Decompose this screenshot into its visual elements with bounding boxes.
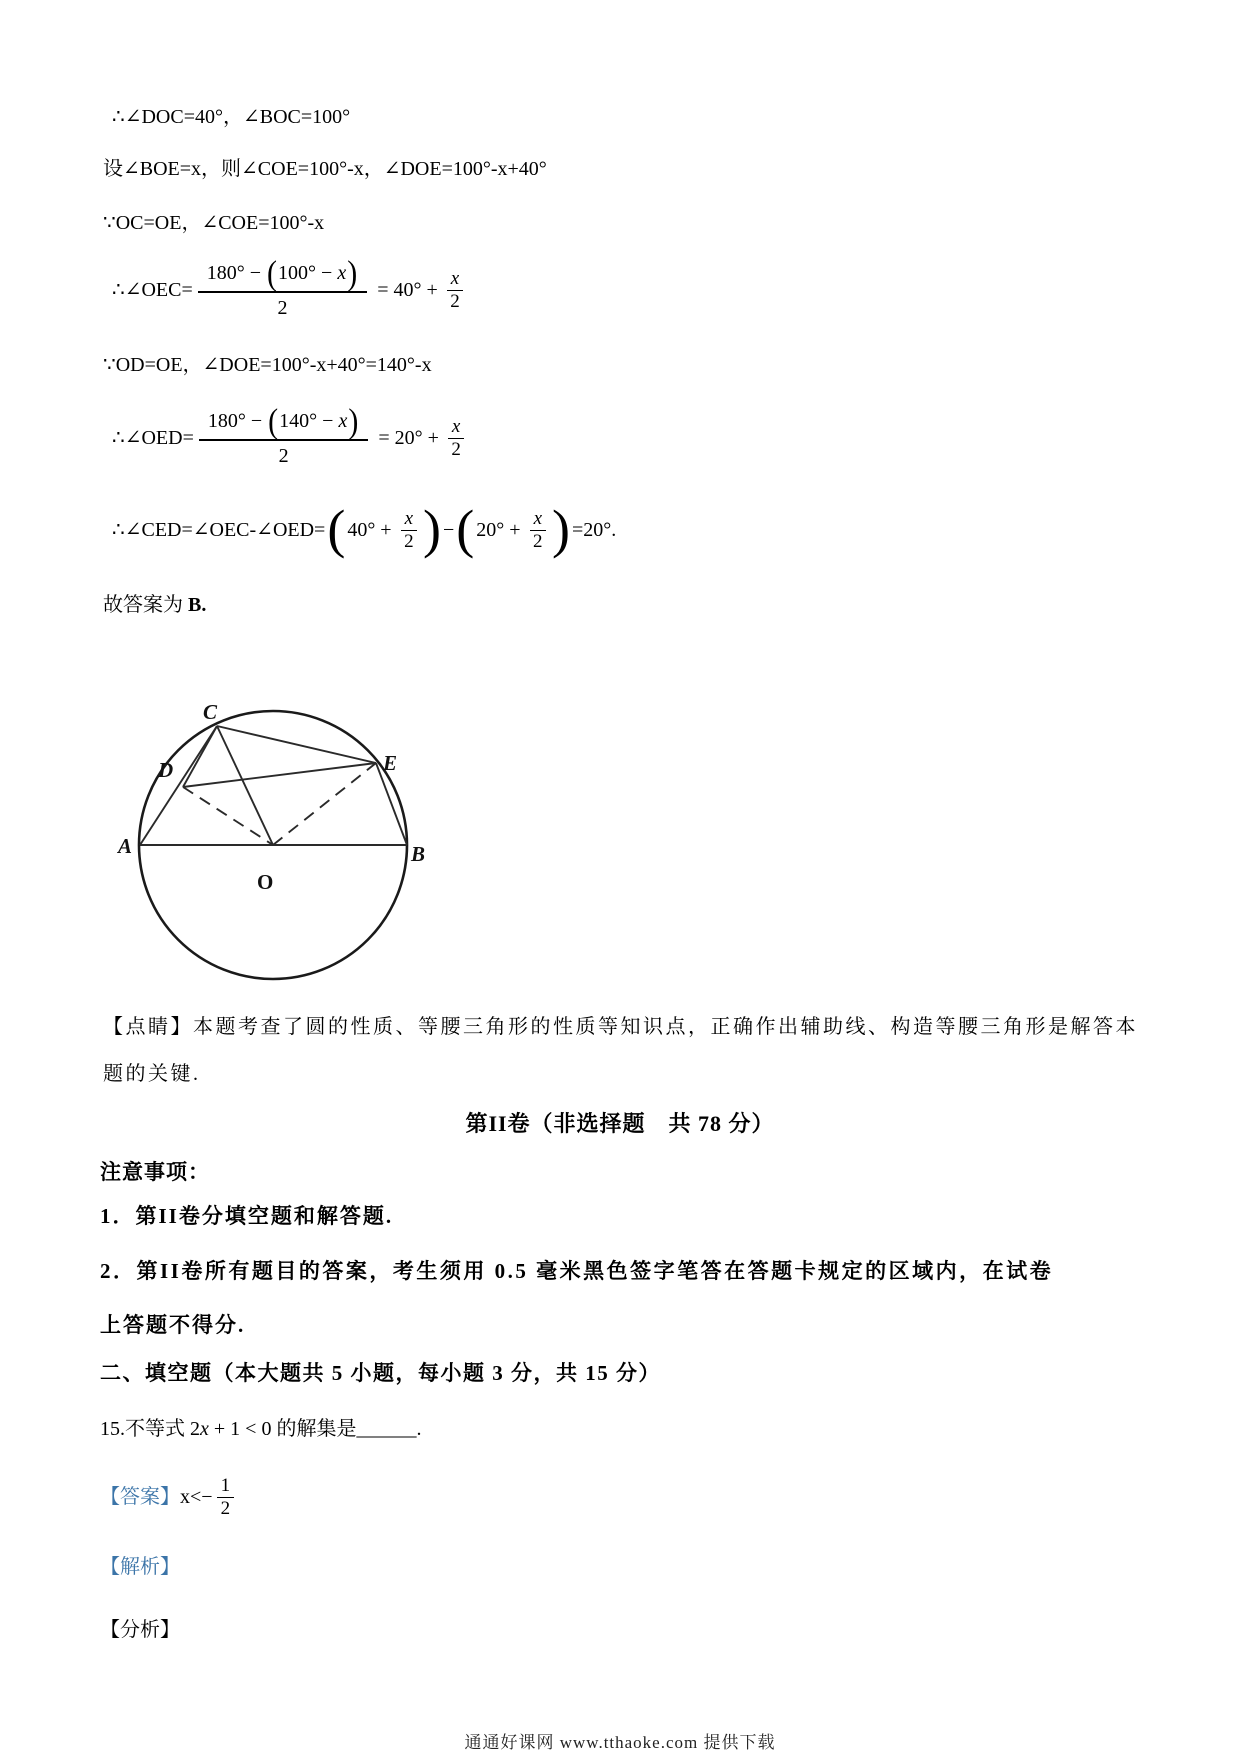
math-text: 40° + [347, 519, 397, 541]
parenthesis: ) [347, 254, 358, 292]
fraction-numerator: x [448, 417, 464, 439]
parenthesis: ) [423, 499, 442, 560]
math-text: B. [188, 594, 207, 616]
point-label-E: E [383, 751, 398, 775]
note-paragraph-line2: 题的关键. [103, 1063, 201, 1085]
display-fraction [198, 254, 367, 321]
fraction [530, 509, 546, 552]
point-label-O: O [257, 870, 274, 894]
point-label-C: C [203, 700, 218, 724]
fraction-denominator: 2 [533, 530, 543, 552]
fraction-numerator [199, 402, 368, 441]
display-fraction [199, 402, 368, 469]
point-label-D: D [158, 758, 174, 782]
segment-CD [183, 726, 217, 787]
segment-CE [217, 726, 376, 763]
fraction-numerator: x [401, 509, 417, 531]
math-text: = 40° + [372, 279, 443, 301]
math-text: 180° − [207, 410, 268, 432]
math-text: − [201, 1486, 213, 1508]
fraction-denominator: 2 [451, 438, 461, 460]
fraction-denominator: 2 [277, 296, 288, 319]
math-text: ∵OC=OE，∠COE=100°-x [103, 212, 325, 234]
math-text: 故答案为 [103, 594, 188, 616]
geometry-figure-svg [95, 680, 455, 1010]
math-text: x [337, 262, 347, 284]
proof-line [103, 352, 432, 378]
fraction [217, 1476, 235, 1519]
fraction [447, 269, 463, 312]
section2-title: 第II卷（非选择题 共 78 分） [465, 1111, 775, 1136]
math-text: ∴∠OEC= [112, 279, 193, 301]
math-text: − [443, 519, 455, 541]
parenthesis: ) [348, 402, 359, 440]
question-15 [100, 1416, 421, 1442]
fraction-denominator: 2 [220, 1497, 231, 1519]
fraction-numerator: x [530, 509, 546, 531]
math-text: 180° − [206, 262, 267, 284]
fraction [448, 417, 464, 460]
note-text: 本题考查了圆的性质、等腰三角形的性质等知识点，正确作出辅助线、构造等腰三角形是解答本 [193, 1016, 1138, 1038]
math-text: = 20° + [373, 427, 444, 449]
math-text: x< [180, 1486, 202, 1508]
math-text: x [338, 410, 348, 432]
fraction-denominator: 2 [278, 444, 289, 467]
notice-item-2-line1: 2．第II卷所有题目的答案，考生须用 0.5 毫米黑色签字笔答在答题卡规定的区域内，在试卷 [100, 1259, 1054, 1283]
footer-watermark: 通通好课网 www.tthaoke.com 提供下载 [464, 1733, 776, 1752]
dashed-segment-OE [273, 763, 376, 845]
parenthesis: ( [456, 499, 475, 560]
circle-diagram [95, 680, 455, 1015]
segment-CO [217, 726, 273, 845]
parenthesis: ( [267, 254, 278, 292]
fill-in-section-heading: 二、填空题（本大题共 5 小题，每小题 3 分，共 15 分） [100, 1361, 661, 1385]
math-text: 的解集是______. [271, 1418, 422, 1440]
math-text: 15.不等式 [100, 1418, 190, 1440]
fraction-numerator [198, 254, 367, 293]
math-text: 设∠BOE=x，则∠COE=100°-x，∠DOE=100°-x+40° [103, 158, 547, 180]
math-text: ∴∠OED= [112, 427, 194, 449]
fraction-denominator: 2 [404, 530, 414, 552]
point-label-B: B [411, 842, 426, 866]
notice-item-2-line2: 上答题不得分. [100, 1313, 246, 1337]
parenthesis: ( [268, 402, 279, 440]
math-text: 140° − [279, 410, 339, 432]
note-paragraph-line1 [103, 1014, 1138, 1040]
proof-line [103, 210, 324, 236]
math-text: + 1 < 0 [208, 1418, 272, 1440]
answer-label: 【答案】 [100, 1486, 180, 1508]
math-text: =20°. [571, 519, 617, 541]
point-label-A: A [118, 834, 133, 858]
proof-line [103, 592, 206, 618]
segment-DE [183, 763, 376, 787]
analysis-label-fenxi: 【分析】 [100, 1619, 180, 1641]
proof-line [112, 494, 616, 566]
answer-value [180, 1476, 238, 1519]
analysis-label-jiexi: 【解析】 [100, 1556, 180, 1578]
math-text: 100° − [278, 262, 338, 284]
proof-line [112, 254, 467, 326]
fraction-numerator: 1 [217, 1476, 235, 1498]
proof-line [103, 156, 547, 182]
parenthesis: ( [327, 499, 346, 560]
note-label: 【点睛】 [103, 1016, 193, 1038]
proof-line [112, 104, 350, 130]
parenthesis: ) [552, 499, 570, 560]
math-text: ∴∠DOC=40°，∠BOC=100° [112, 106, 351, 128]
math-text: ∴∠CED=∠OEC-∠OED= [112, 519, 326, 541]
math-text: ∵OD=OE，∠DOE=100°-x+40°=140°-x [103, 354, 432, 376]
proof-line [112, 402, 468, 474]
answer-row [100, 1460, 238, 1534]
math-text: 20° + [476, 519, 526, 541]
math-text: 2 [190, 1418, 200, 1440]
notice-heading: 注意事项： [100, 1160, 210, 1184]
fraction [401, 509, 417, 552]
fraction-numerator: x [447, 269, 463, 291]
notice-item-1: 1．第II卷分填空题和解答题. [100, 1204, 394, 1228]
fraction-denominator: 2 [450, 290, 460, 312]
segment-EB [376, 763, 407, 845]
math-text: x [200, 1418, 209, 1440]
